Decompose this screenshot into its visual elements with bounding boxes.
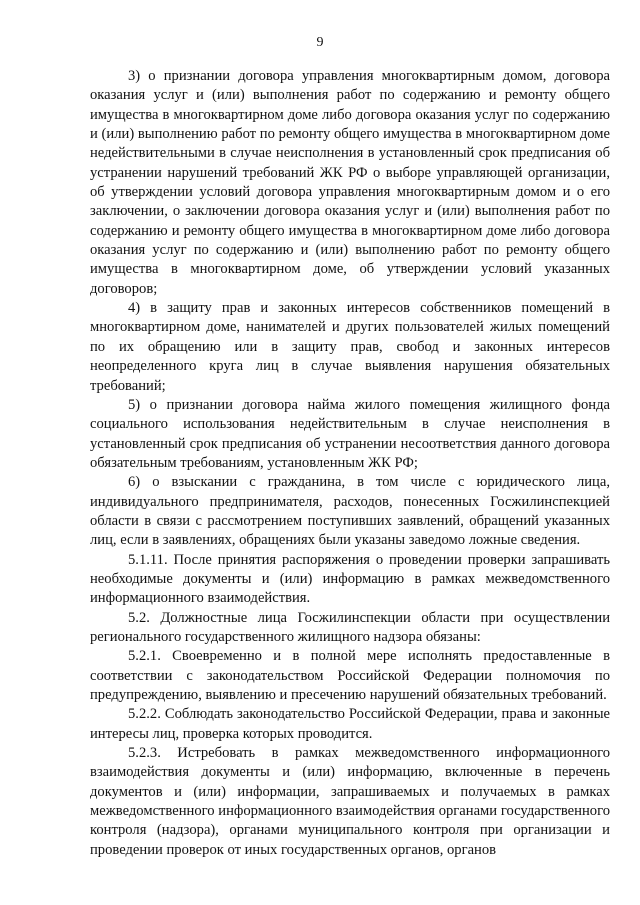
paragraph-item-5: 5) о признании договора найма жилого помещения жилищного фонда социального использования недействительным в случае неисполнения в установленный срок предписания об устранении несоответствия данного договора обязательным требованиям, установленным ЖК РФ; xyxy=(90,396,610,471)
page-number: 9 xyxy=(316,35,324,50)
paragraph-5-2-3: 5.2.3. Истребовать в рамках межведомственного информационного взаимодействия документы и (или) информацию, включенные в перечень документов и (или) информации, запрашиваемых и получаемых в рамках межведомственного информационного взаимодействия органами государственного контроля (надзора), органами муниципального контроля при организации и проведении проверок от иных государственных органов, органов xyxy=(90,745,610,858)
paragraph-5-2-1: 5.2.1. Своевременно и в полной мере исполнять предоставленные в соответствии с законодательством Российской Федерации полномочия по предупреждению, выявлению и пресечению нарушений обязательных требований. xyxy=(90,648,610,703)
paragraph-item-4: 4) в защиту прав и законных интересов собственников помещений в многоквартирном доме, нанимателей и других пользователей жилых помещений по их обращению или в защиту прав, свобод и законных интересов неопределенного круга лиц в случае выявления нарушения обязательных требований; xyxy=(90,300,610,394)
paragraph-5-1-11: 5.1.11. После принятия распоряжения о проведении проверки запрашивать необходимые документы и (или) информацию в рамках межведомственного информационного взаимодействия. xyxy=(90,551,610,607)
paragraph-5-2: 5.2. Должностные лица Госжилинспекции области при осуществлении регионального государственного жилищного надзора обязаны: xyxy=(90,609,610,645)
paragraph-5-2-2: 5.2.2. Соблюдать законодательство Российской Федерации, права и законные интересы лиц, проверка которых проводится. xyxy=(90,706,610,742)
paragraph-item-3: 3) о признании договора управления многоквартирным домом, договора оказания услуг и (или) выполнения работ по содержанию и ремонту общего имущества в многоквартирном доме либо договора оказания услуг по содержанию и (или) выполнению работ по ремонту общего имущества в многоквартирном доме недействительными в случае неисполнения в установленный срок предписания об устранении нарушений требований ЖК РФ о выборе управляющей организации, об утверждении условий договора управления многоквартирным домом и о его заключении, о заключении договора оказания услуг и (или) выполнения работ по содержанию и ремонту общего имущества в многоквартирном доме либо договора оказания услуг по содержанию и (или) выполнению работ по ремонту общего имущества в многоквартирном доме, об утверждении условий указанных договоров; xyxy=(90,68,610,297)
paragraph-item-6: 6) о взыскании с гражданина, в том числе с юридического лица, индивидуального предпринимателя, расходов, понесенных Госжилинспекцией области в связи с рассмотрением поступивших заявлений, обращений указанных лиц, если в заявлениях, обращениях были указаны заведомо ложные сведения. xyxy=(90,474,610,549)
document-body xyxy=(90,67,610,860)
